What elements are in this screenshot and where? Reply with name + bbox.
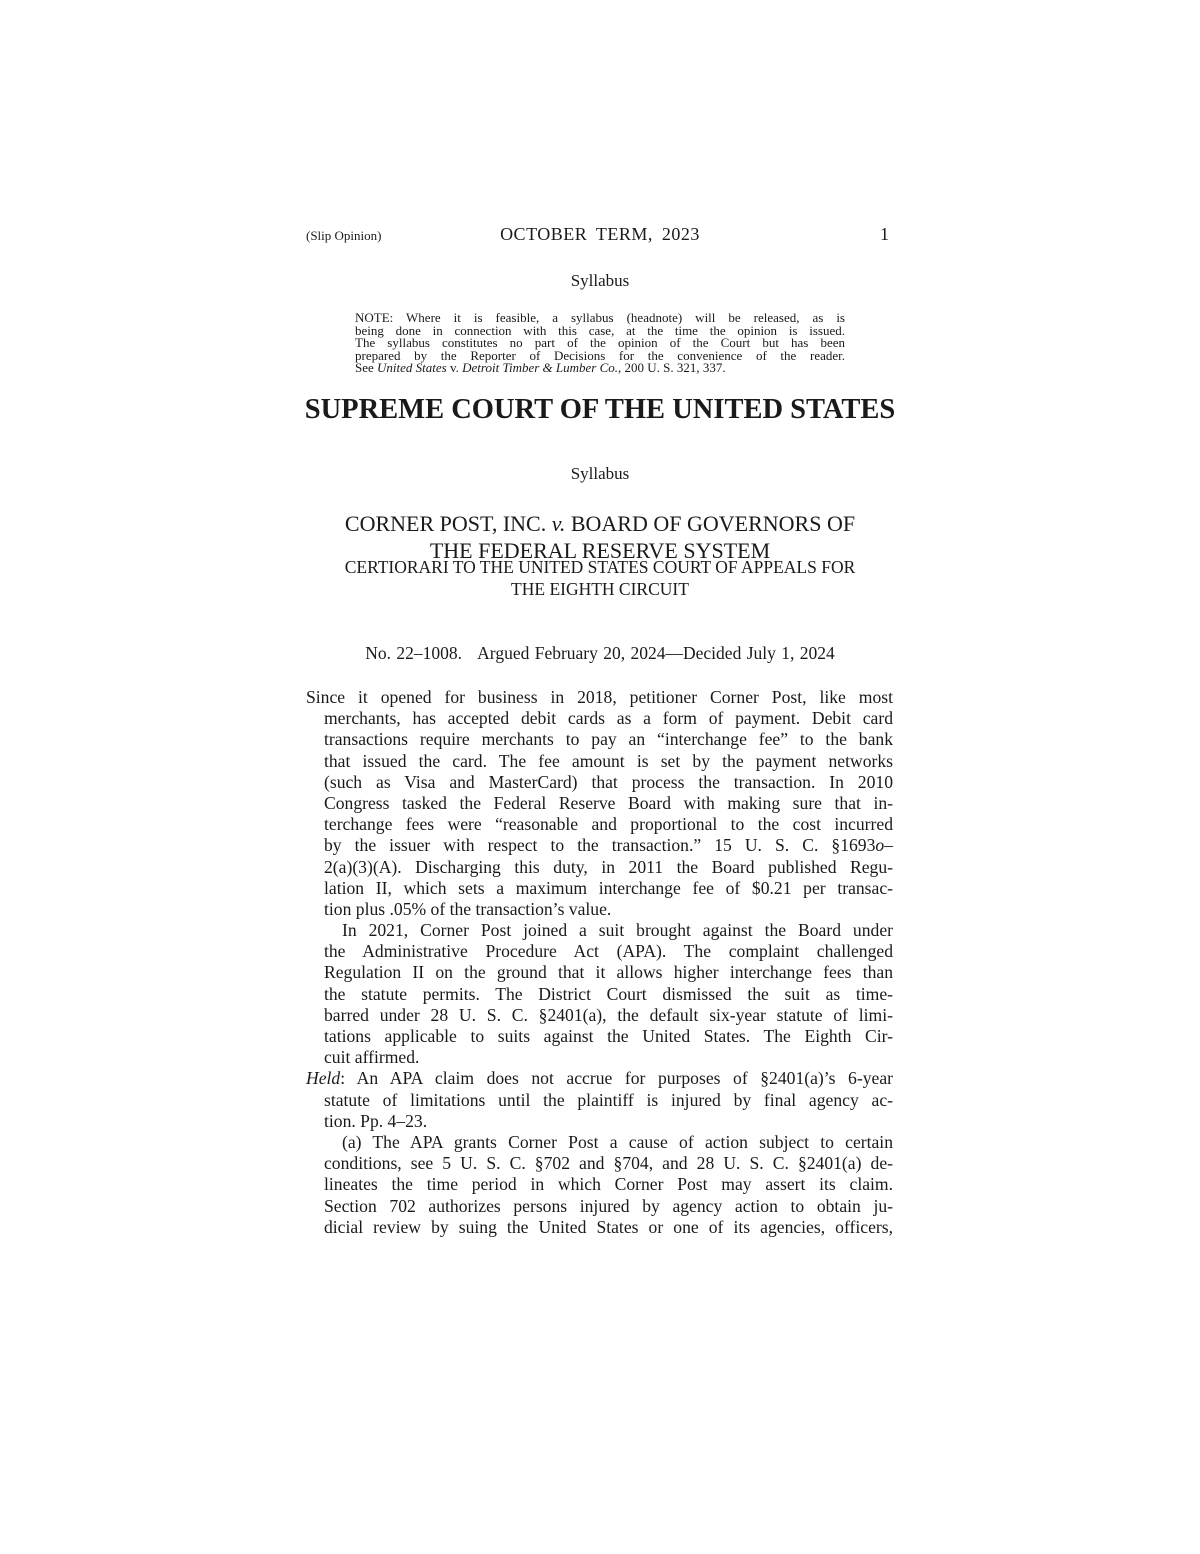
body-line xyxy=(306,1068,893,1089)
text-segment: Held xyxy=(306,1068,341,1089)
body-line xyxy=(306,920,893,941)
body-line xyxy=(306,941,893,962)
versus: v. xyxy=(551,511,566,536)
slip-opinion-label: (Slip Opinion) xyxy=(306,228,382,243)
body-line xyxy=(306,962,893,983)
body-line xyxy=(306,687,893,708)
text-segment: o xyxy=(875,835,885,856)
docket-info: No. 22–1008. Argued February 20, 2024—Decided July 1, 2024 xyxy=(365,643,835,663)
text-segment: (such as Visa and MasterCard) that process the transaction. In 2010 xyxy=(324,771,893,792)
body-line xyxy=(306,984,893,1005)
text-segment: (a) The APA grants Corner Post a cause of action subject to certain xyxy=(342,1131,893,1152)
text-segment: the Administrative Procedure Act (APA). The complaint challenged xyxy=(324,941,893,962)
text-segment: Congress tasked the Federal Reserve Board with making sure that in- xyxy=(324,792,893,813)
text-segment: See xyxy=(355,360,378,376)
text-segment: transactions require merchants to pay an “interchange fee” to the bank xyxy=(324,729,893,750)
body-line xyxy=(306,1174,893,1195)
case-party-2: BOARD OF GOVERNORS OF xyxy=(565,511,856,536)
text-segment: In 2021, Corner Post joined a suit brought against the Board under xyxy=(342,920,893,941)
body-line xyxy=(306,1005,893,1026)
text-segment: statute of limitations until the plaintiff is injured by final agency ac- xyxy=(324,1089,893,1110)
text-segment: NOTE: Where it is feasible, a syllabus (headnote) will be released, as is xyxy=(355,310,845,325)
term-heading: OCTOBER TERM, 2023 xyxy=(500,224,700,244)
text-segment: – xyxy=(884,835,893,856)
text-segment: being done in connection with this case, at the time the opinion is issued. xyxy=(355,322,845,338)
text-segment: Since it opened for business in 2018, petitioner Corner Post, like most xyxy=(306,687,893,707)
body-line xyxy=(306,814,893,835)
text-segment: terchange fees were “reasonable and proportional to the cost incurred xyxy=(324,814,893,835)
body-line xyxy=(306,729,893,750)
body-line xyxy=(306,751,893,772)
body-line xyxy=(306,1196,893,1217)
body-line xyxy=(306,835,893,856)
syllabus-heading: Syllabus xyxy=(570,464,630,483)
text-segment: v. xyxy=(446,360,463,376)
body-line xyxy=(306,878,893,899)
body-line xyxy=(306,899,893,920)
case-party-1: CORNER POST, INC. xyxy=(344,511,552,536)
text-segment: lineates the time period in which Corner Post may assert its claim. xyxy=(324,1174,893,1195)
syllabus-body xyxy=(306,687,893,1238)
text-segment: cuit affirmed. xyxy=(324,1047,420,1068)
body-line xyxy=(306,793,893,814)
page-number: 1 xyxy=(880,224,889,244)
body-line xyxy=(306,1111,893,1132)
certiorari-line-2: THE EIGHTH CIRCUIT xyxy=(511,579,689,599)
text-segment: 200 U. S. 321, 337. xyxy=(621,360,726,376)
text-segment: United States xyxy=(377,360,447,376)
text-segment: dicial review by suing the United States or one of its agencies, officers, xyxy=(324,1216,893,1237)
body-line xyxy=(306,708,893,729)
text-segment: tion plus .05% of the transaction’s value. xyxy=(324,898,612,919)
text-segment: the statute permits. The District Court dismissed the suit as time- xyxy=(324,983,893,1004)
text-segment: tations applicable to suits against the United States. The Eighth Cir- xyxy=(324,1026,893,1046)
text-segment: that issued the card. The fee amount is set by the payment networks xyxy=(324,750,893,771)
note-line xyxy=(355,362,845,375)
body-line xyxy=(306,1217,893,1238)
body-line xyxy=(306,1132,893,1153)
body-line xyxy=(306,857,893,878)
body-line xyxy=(306,1153,893,1174)
certiorari-heading xyxy=(0,556,1200,600)
body-line xyxy=(306,1047,893,1068)
text-segment: Regulation II on the ground that it allows higher interchange fees than xyxy=(324,962,893,983)
text-segment: prepared by the Reporter of Decisions for the convenience of the reader. xyxy=(355,347,845,363)
text-segment: 2(a)(3)(A). Discharging this duty, in 2011 the Board published Regu- xyxy=(324,856,893,877)
body-line xyxy=(306,1090,893,1111)
text-segment: barred under 28 U. S. C. §2401(a), the default six-year statute of limi- xyxy=(324,1004,893,1025)
syllabus-heading-top: Syllabus xyxy=(570,271,630,290)
text-segment: merchants, has accepted debit cards as a form of payment. Debit card xyxy=(324,708,893,729)
certiorari-line-1: CERTIORARI TO THE UNITED STATES COURT OF APPEALS FOR xyxy=(344,557,856,577)
body-line xyxy=(306,1026,893,1047)
text-segment: : An APA claim does not accrue for purposes of §2401(a)’s 6-year xyxy=(340,1068,893,1089)
syllabus-note xyxy=(355,312,845,375)
text-segment: by the issuer with respect to the transaction.” 15 U. S. C. §1693 xyxy=(324,835,876,856)
case-title-line-2: THE FEDERAL RESERVE SYSTEM xyxy=(429,538,771,563)
text-segment: Section 702 authorizes persons injured by agency action to obtain ju- xyxy=(324,1195,893,1216)
text-segment: tion. Pp. 4–23. xyxy=(324,1110,428,1131)
text-segment: The syllabus constitutes no part of the opinion of the Court but has been xyxy=(355,335,845,351)
text-segment: conditions, see 5 U. S. C. §702 and §704, and 28 U. S. C. §2401(a) de- xyxy=(324,1153,893,1174)
case-title-line-1 xyxy=(0,510,1200,537)
body-line xyxy=(306,772,893,793)
court-title: SUPREME COURT OF THE UNITED STATES xyxy=(304,394,896,425)
text-segment: Detroit Timber & Lumber Co., xyxy=(462,360,622,376)
text-segment: lation II, which sets a maximum interchange fee of $0.21 per transac- xyxy=(324,877,893,898)
